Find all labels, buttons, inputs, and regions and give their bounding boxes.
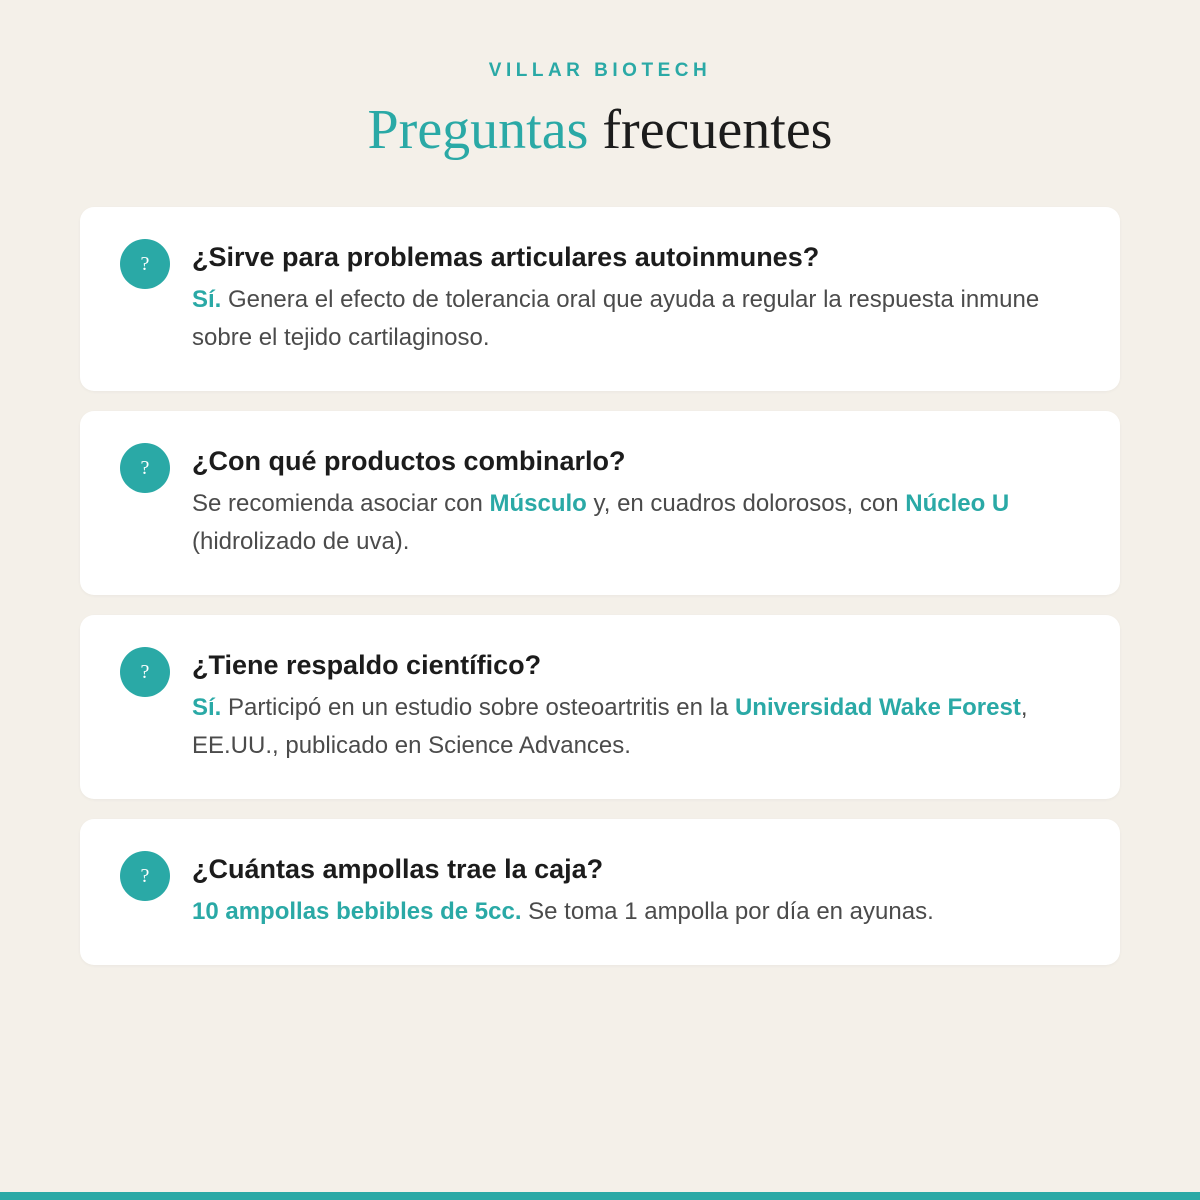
faq-item: [80, 819, 1120, 965]
answer-text: y, en cuadros dolorosos, con: [586, 490, 906, 517]
page-title-accent: Preguntas: [367, 99, 589, 161]
answer-text: (hidrolizado de uva).: [192, 528, 410, 555]
page-header: [0, 0, 1200, 162]
faq-list: [80, 207, 1120, 985]
answer-highlight: Músculo: [489, 490, 587, 517]
faq-item: [80, 411, 1120, 595]
faq-item: [80, 615, 1120, 799]
answer-highlight: Sí.: [192, 286, 222, 313]
brand-name: VILLAR BIOTECH: [488, 60, 712, 81]
faq-content: [192, 649, 1080, 765]
faq-answer: [192, 485, 1080, 561]
answer-text: Se toma 1 ampolla por día en ayunas.: [521, 898, 934, 925]
answer-highlight: Universidad Wake Forest: [734, 694, 1021, 721]
faq-content: [192, 241, 1080, 357]
faq-question: ¿Tiene respaldo científico?: [192, 650, 542, 680]
answer-highlight: 10 ampollas bebibles de 5cc.: [192, 898, 522, 925]
answer-highlight: Sí.: [192, 694, 222, 721]
faq-answer: [192, 893, 1080, 931]
faq-answer: [192, 689, 1080, 765]
answer-text: Genera el efecto de tolerancia oral que ayuda a regular la respuesta inmune sobre el tejido cartilaginoso.: [192, 286, 1040, 351]
faq-answer: [192, 281, 1080, 357]
bottom-accent-bar: [0, 1192, 1200, 1200]
faq-question: ¿Con qué productos combinarlo?: [192, 446, 626, 476]
faq-question: ¿Cuántas ampollas trae la caja?: [192, 854, 604, 884]
answer-highlight: Núcleo U: [905, 490, 1010, 517]
page-title-rest: frecuentes: [602, 99, 833, 161]
faq-question: ¿Sirve para problemas articulares autoinmunes?: [192, 242, 820, 272]
question-mark-icon: ?: [120, 851, 170, 901]
answer-text: Se recomienda asociar con: [192, 490, 490, 517]
faq-content: [192, 853, 1080, 931]
faq-content: [192, 445, 1080, 561]
answer-text: , EE.UU., publicado en Science Advances.: [192, 694, 1028, 759]
question-mark-icon: ?: [120, 443, 170, 493]
question-mark-icon: ?: [120, 647, 170, 697]
faq-item: [80, 207, 1120, 391]
answer-text: Participó en un estudio sobre osteoartritis en la: [221, 694, 735, 721]
page-title: [0, 98, 1200, 162]
question-mark-icon: ?: [120, 239, 170, 289]
